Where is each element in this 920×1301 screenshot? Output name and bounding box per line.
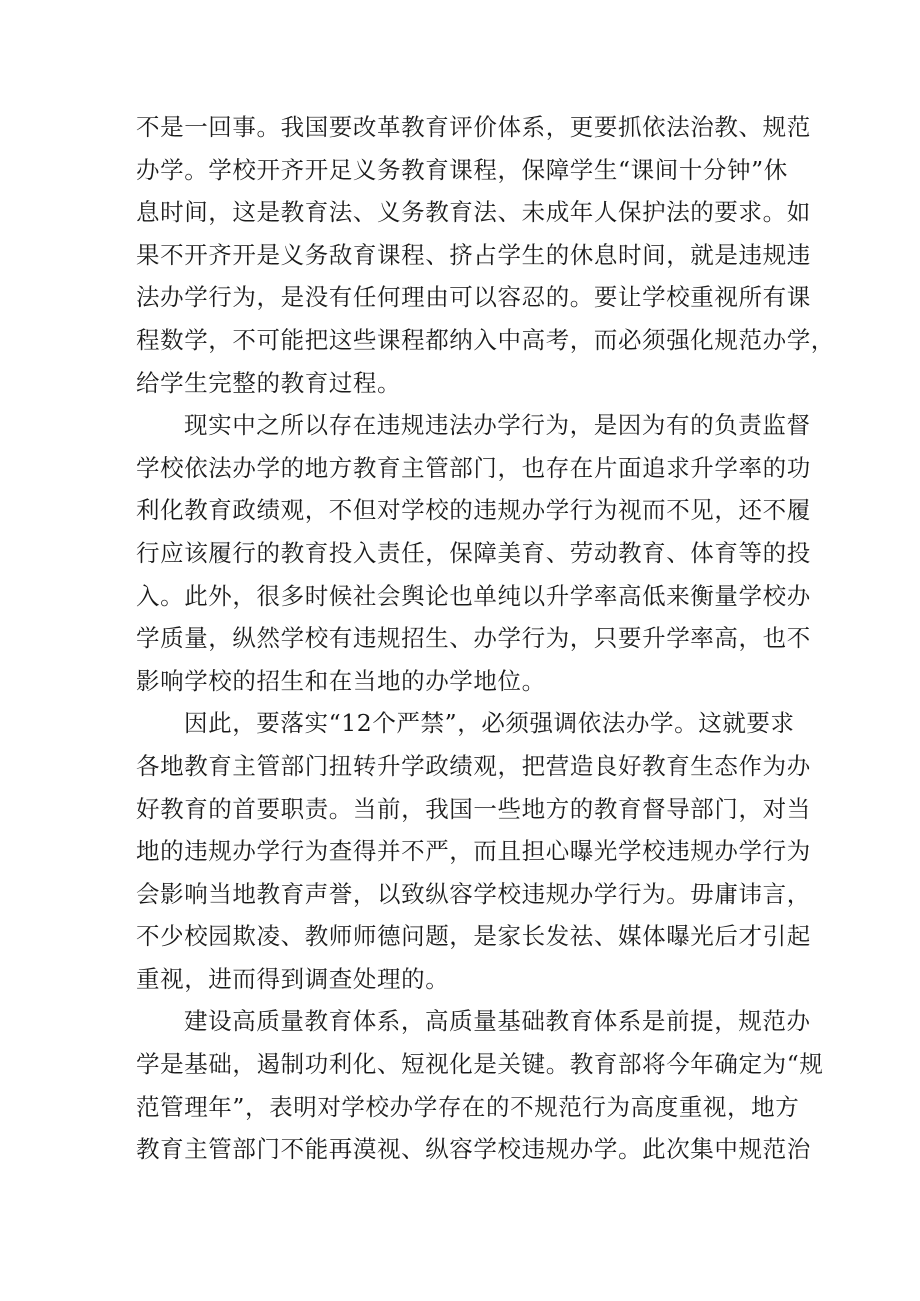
text-line: 会影响当地教育声誉，以致纵容学校违规办学行为。毋庸讳言， (136, 879, 811, 908)
text-line: 学是基础，遏制功利化、短视化是关键。教育部将今年确定为“规 (136, 1050, 824, 1079)
text-line: 现实中之所以存在违规违法办学行为，是因为有的负责监督 (184, 411, 811, 440)
text-line: 行应该履行的教育投入责任，保障美育、劳动教育、体育等的投 (136, 538, 811, 567)
text-line: 息时间，这是教育法、义务教育法、未成年人保护法的要求。如 (136, 198, 811, 227)
text-line: 果不开齐开是义务敌育课程、挤占学生的休息时间，就是违规违 (136, 240, 811, 269)
text-line: 学质量，纵然学校有违规招生、办学行为，只要升学率高，也不 (136, 624, 811, 653)
text-line: 程数学，不可能把这些课程都纳入中高考，而必须强化规范办学， (136, 325, 835, 354)
text-line: 范管理年”，表明对学校办学存在的不规范行为高度重视，地方 (136, 1092, 800, 1121)
paragraph-1 (136, 106, 835, 404)
text-line: 建设高质量教育体系，高质量基础教育体系是前提，规范办 (184, 1007, 811, 1036)
text-line: 入。此外，很多时候社会舆论也单纯以升学率高低来衡量学校办 (136, 581, 811, 610)
text-line: 不少校园欺凌、教师师德问题，是家长发祛、媒体曝光后才引起 (136, 922, 811, 951)
text-line: 因此，要落实“12个严禁”，必须强调依法办学。这就要求 (184, 709, 795, 738)
text-line: 地的违规办学行为查得并不严，而且担心曝光学校违规办学行为 (136, 837, 811, 866)
paragraph-2 (136, 404, 811, 702)
text-line: 好教育的首要职责。当前，我国一些地方的教育督导部门，对当 (136, 794, 811, 823)
text-line: 各地教育主管部门扭转升学政绩观，把营造良好教育生态作为办 (136, 751, 811, 780)
text-line: 利化教育政绩观，不但对学校的违规办学行为视而不见，还不履 (136, 496, 811, 525)
text-line: 给学生完整的教育过程。 (136, 368, 402, 397)
text-line: 影响学校的招生和在当地的办学地位。 (136, 666, 546, 695)
text-line: 教育主管部门不能再漠视、纵容学校违规办学。此次集中规范治 (136, 1135, 811, 1164)
text-line: 不是一回事。我国要改革教育评价体系，更要抓依法治教、规范 (136, 113, 811, 141)
text-line: 办学。学校开齐开足义务教育课程，保障学生“课间十分钟”休 (136, 155, 788, 184)
text-line: 学校依法办学的地方教育主管部门，也存在片面追求升学率的功 (136, 453, 811, 482)
paragraph-4 (136, 1000, 824, 1170)
paragraph-3 (136, 702, 811, 1000)
text-line: 重视，进而得到调查处理的。 (136, 964, 450, 993)
document-body (136, 106, 835, 1171)
text-line: 法办学行为，是没有任何理由可以容忍的。要让学校重视所有课 (136, 283, 811, 312)
